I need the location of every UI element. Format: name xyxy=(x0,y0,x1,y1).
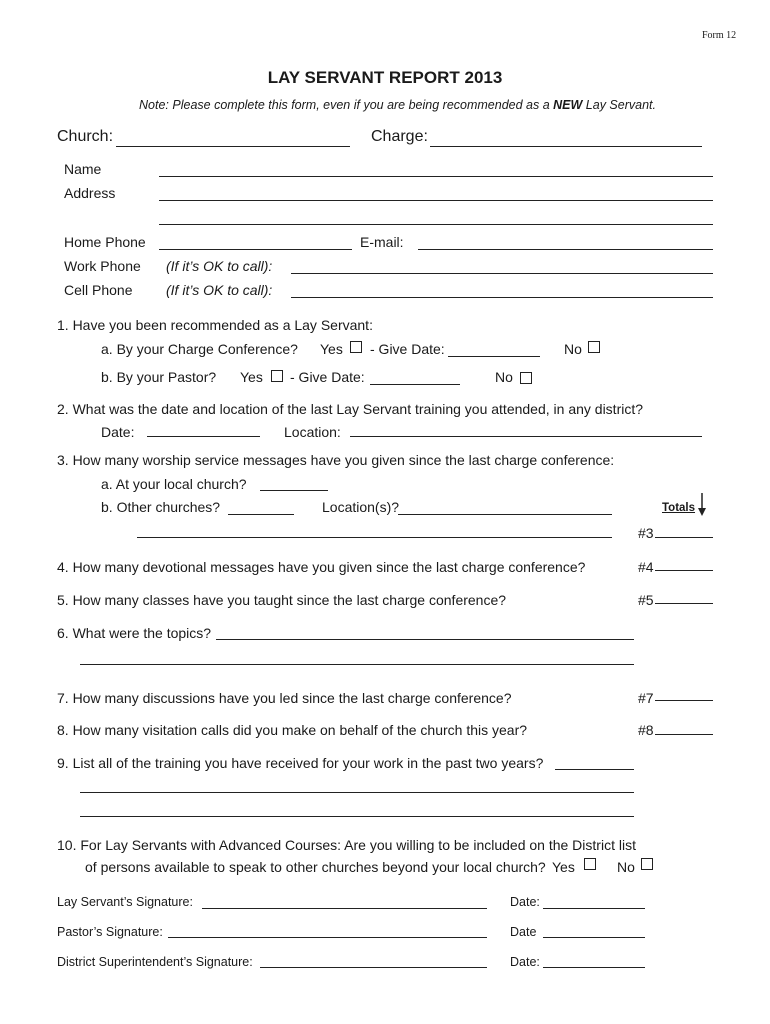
q6-text: 6. What were the topics? xyxy=(57,625,212,641)
church-field[interactable] xyxy=(116,146,350,147)
q1a-yes-checkbox[interactable] xyxy=(350,341,362,353)
work-phone-ok-label: (If it’s OK to call): xyxy=(166,258,273,274)
q3-total-field[interactable] xyxy=(655,537,713,538)
q2-date-field[interactable] xyxy=(147,436,260,437)
q9-field-line-1[interactable] xyxy=(555,769,634,770)
cell-phone-field[interactable] xyxy=(291,297,713,298)
q10-no-label: No xyxy=(617,859,635,875)
email-field[interactable] xyxy=(418,249,713,250)
q2-date-label: Date: xyxy=(101,424,135,440)
q1a-date-field[interactable] xyxy=(448,356,540,357)
q10-no-checkbox[interactable] xyxy=(641,858,653,870)
q4-total-field[interactable] xyxy=(655,570,713,571)
q3-text: 3. How many worship service messages have you given since the last charge conference: xyxy=(57,452,615,468)
pastor-signature-label: Pastor’s Signature: xyxy=(57,925,163,939)
cell-phone-ok-label: (If it’s OK to call): xyxy=(166,282,273,298)
q10-yes-label: Yes xyxy=(552,859,575,875)
work-phone-field[interactable] xyxy=(291,273,713,274)
work-phone-label: Work Phone xyxy=(64,258,141,274)
q1b-give-date-label: - Give Date: xyxy=(290,369,365,385)
q3-total-label: #3 xyxy=(638,525,654,541)
q9-text: 9. List all of the training you have received for your work in the past two years? xyxy=(57,755,544,771)
q1b-text: b. By your Pastor? xyxy=(101,369,217,385)
q1b-yes-checkbox[interactable] xyxy=(271,370,283,382)
address-label: Address xyxy=(64,185,116,201)
form-number: Form 12 xyxy=(702,30,737,41)
q3a-field[interactable] xyxy=(260,490,328,491)
q1a-text: a. By your Charge Conference? xyxy=(101,341,298,357)
email-label: E-mail: xyxy=(360,234,404,250)
form-note xyxy=(0,98,770,112)
q1b-yes-label: Yes xyxy=(240,369,263,385)
ds-date-field[interactable] xyxy=(543,967,645,968)
note-suffix: Lay Servant. xyxy=(582,98,656,112)
q8-text: 8. How many visitation calls did you make on behalf of the church this year? xyxy=(57,722,528,738)
q1b-no-label: No xyxy=(495,369,513,385)
q6-topics-field-line-1[interactable] xyxy=(216,639,634,640)
ds-date-label: Date: xyxy=(510,955,540,969)
lay-servant-date-field[interactable] xyxy=(543,908,645,909)
lay-servant-date-label: Date: xyxy=(510,895,540,909)
lay-servant-signature-field[interactable] xyxy=(202,908,487,909)
address-field-line-1[interactable] xyxy=(159,200,713,201)
q1-text: 1. Have you been recommended as a Lay Servant: xyxy=(57,317,373,333)
ds-signature-label: District Superintendent’s Signature: xyxy=(57,955,253,969)
down-arrow-icon xyxy=(697,493,707,517)
q4-total-label: #4 xyxy=(638,559,654,575)
q7-text: 7. How many discussions have you led since the last charge conference? xyxy=(57,690,512,706)
q1a-yes-label: Yes xyxy=(320,341,343,357)
q1b-no-checkbox[interactable] xyxy=(520,372,532,384)
q5-total-label: #5 xyxy=(638,592,654,608)
q2-location-field[interactable] xyxy=(350,436,702,437)
q5-total-field[interactable] xyxy=(655,603,713,604)
name-field[interactable] xyxy=(159,176,713,177)
q10-text-line-2: of persons available to speak to other churches beyond your local church? xyxy=(85,859,546,875)
q2-text: 2. What was the date and location of the last Lay Servant training you attended, in any district? xyxy=(57,401,644,417)
q9-field-line-2[interactable] xyxy=(80,792,634,793)
charge-label: Charge: xyxy=(371,128,428,145)
charge-field[interactable] xyxy=(430,146,702,147)
q1a-no-checkbox[interactable] xyxy=(588,341,600,353)
q8-total-label: #8 xyxy=(638,722,654,738)
pastor-signature-field[interactable] xyxy=(168,937,487,938)
q8-total-field[interactable] xyxy=(655,734,713,735)
q3b-field[interactable] xyxy=(228,514,294,515)
q2-location-label: Location: xyxy=(284,424,341,440)
q6-topics-field-line-2[interactable] xyxy=(80,664,634,665)
ds-signature-field[interactable] xyxy=(260,967,487,968)
note-emphasis: NEW xyxy=(553,98,583,112)
q1b-date-field[interactable] xyxy=(370,384,460,385)
church-label: Church: xyxy=(57,128,114,145)
q5-text: 5. How many classes have you taught since the last charge conference? xyxy=(57,592,507,608)
q3b-text: b. Other churches? xyxy=(101,499,221,515)
totals-label: Totals xyxy=(662,502,696,514)
q10-yes-checkbox[interactable] xyxy=(584,858,596,870)
q7-total-field[interactable] xyxy=(655,700,713,701)
note-prefix: Note: Please complete this form, even if you are being recommended as a xyxy=(139,98,554,112)
q7-total-label: #7 xyxy=(638,690,654,706)
page-title: LAY SERVANT REPORT 2013 xyxy=(267,68,503,87)
q3b-locations-field[interactable] xyxy=(398,514,612,515)
q1a-give-date-label: - Give Date: xyxy=(370,341,445,357)
home-phone-label: Home Phone xyxy=(64,234,146,250)
pastor-date-label: Date xyxy=(510,925,537,939)
cell-phone-label: Cell Phone xyxy=(64,282,133,298)
q3b-locations-field-line-2[interactable] xyxy=(137,537,612,538)
address-field-line-2[interactable] xyxy=(159,224,713,225)
q3a-text: a. At your local church? xyxy=(101,476,247,492)
q4-text: 4. How many devotional messages have you given since the last charge conference? xyxy=(57,559,586,575)
lay-servant-signature-label: Lay Servant’s Signature: xyxy=(57,895,193,909)
home-phone-field[interactable] xyxy=(159,249,352,250)
q10-text-line-1: 10. For Lay Servants with Advanced Courses: Are you willing to be included on the District list xyxy=(57,837,636,853)
q3b-locations-label: Location(s)? xyxy=(322,499,400,515)
q9-field-line-3[interactable] xyxy=(80,816,634,817)
pastor-date-field[interactable] xyxy=(543,937,645,938)
q1a-no-label: No xyxy=(564,341,582,357)
name-label: Name xyxy=(64,161,102,177)
